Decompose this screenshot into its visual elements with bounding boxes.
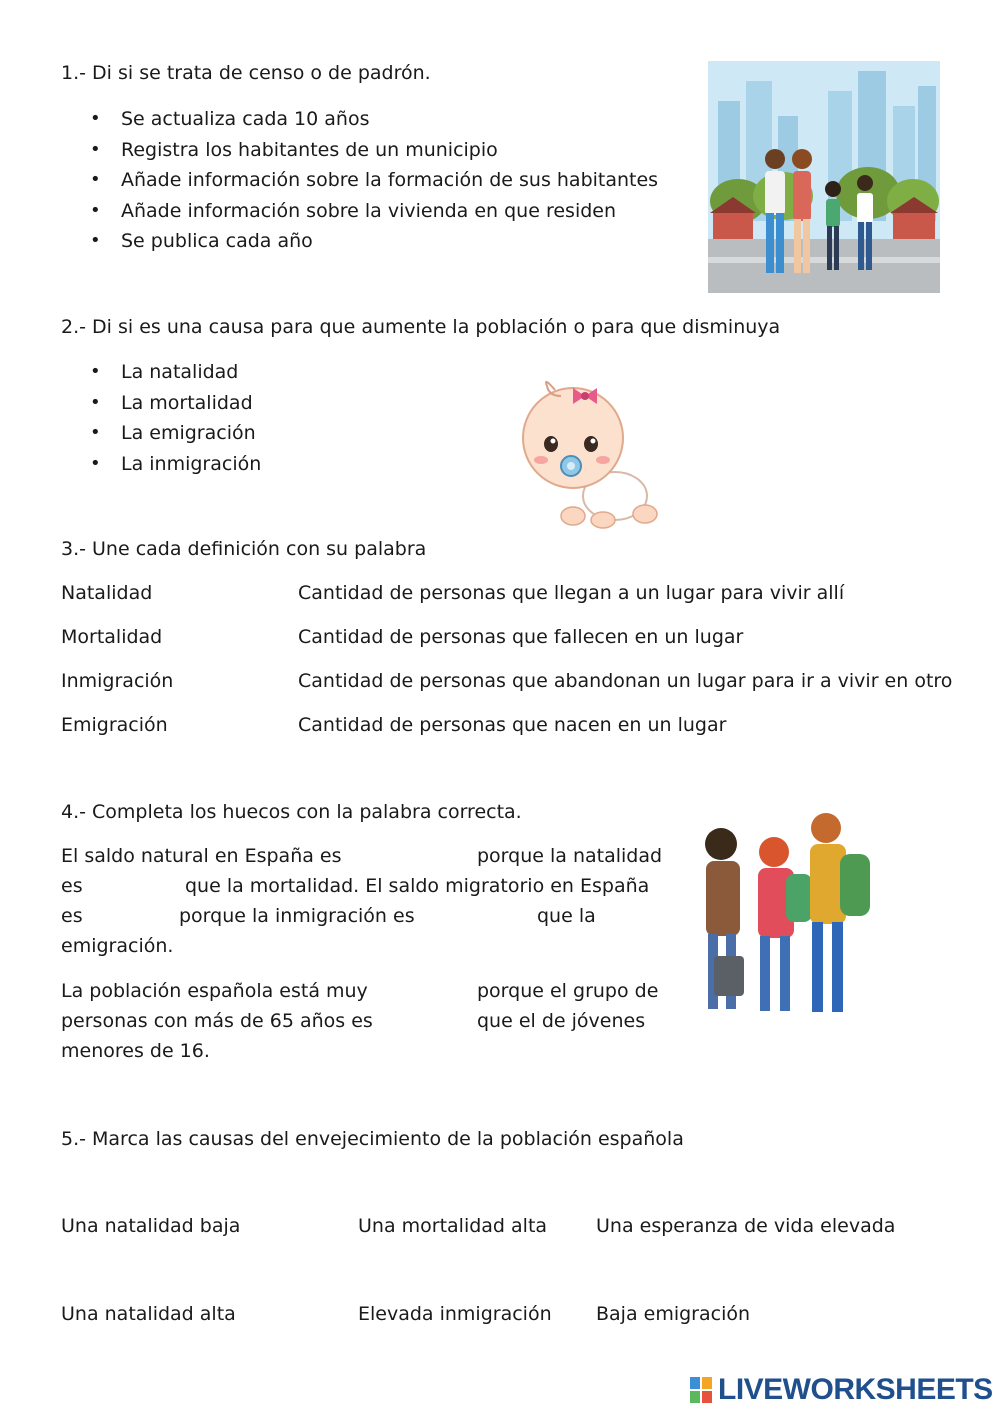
walking-travelers-illustration xyxy=(686,806,880,1030)
q5-option[interactable]: Una esperanza de vida elevada xyxy=(596,1215,896,1237)
list-item: • Se actualiza cada 10 años xyxy=(0,104,658,135)
q5-option[interactable]: Elevada inmigración xyxy=(358,1303,552,1325)
list-item: • La mortalidad xyxy=(0,388,261,419)
q5-option[interactable]: Una mortalidad alta xyxy=(358,1215,548,1237)
q2-list xyxy=(0,357,261,479)
liveworksheets-logo-icon xyxy=(690,1377,712,1403)
blank-input[interactable] xyxy=(88,872,180,898)
list-item: • La inmigración xyxy=(0,449,261,480)
list-item: • Registra los habitantes de un municipio xyxy=(0,135,658,166)
q4-p1-text: es xyxy=(61,875,83,897)
baby-crawling-illustration xyxy=(515,368,660,530)
liveworksheets-logo[interactable] xyxy=(690,1370,993,1410)
logo-text: LIVEWORKSHEETS xyxy=(718,1373,993,1406)
q3-word[interactable]: Emigración xyxy=(61,714,168,736)
q4-p2-text: porque el grupo de xyxy=(477,980,659,1002)
q5-title: 5.- Marca las causas del envejecimiento de la población española xyxy=(61,1128,684,1150)
q4-title: 4.- Completa los huecos con la palabra correcta. xyxy=(61,801,522,823)
q4-p1-text: es xyxy=(61,905,83,927)
blank-input[interactable] xyxy=(362,1007,470,1033)
blank-input[interactable] xyxy=(88,902,174,928)
q4-p1-text: que la xyxy=(537,905,596,927)
q1-list xyxy=(0,104,658,257)
q3-title: 3.- Une cada definición con su palabra xyxy=(61,538,427,560)
q3-word[interactable]: Mortalidad xyxy=(61,626,163,648)
q4-p2-text: La población española está muy xyxy=(61,980,368,1002)
q5-option[interactable]: Una natalidad baja xyxy=(61,1215,241,1237)
blank-input[interactable] xyxy=(408,902,530,928)
q4-p1-text: El saldo natural en España es xyxy=(61,845,342,867)
family-city-illustration xyxy=(708,61,940,293)
blank-input[interactable] xyxy=(334,842,470,868)
list-item: • Añade información sobre la vivienda en que residen xyxy=(0,196,658,227)
q4-p1-text: emigración. xyxy=(61,935,174,957)
q3-definition[interactable]: Cantidad de personas que nacen en un lugar xyxy=(298,714,727,736)
q4-p1-text: porque la natalidad xyxy=(477,845,663,867)
q3-word[interactable]: Inmigración xyxy=(61,670,174,692)
q3-definition[interactable]: Cantidad de personas que abandonan un lugar para ir a vivir en otro xyxy=(298,670,953,692)
list-item: • La emigración xyxy=(0,418,261,449)
blank-input[interactable] xyxy=(354,977,470,1003)
q3-definition[interactable]: Cantidad de personas que llegan a un lugar para vivir allí xyxy=(298,582,845,604)
list-item: • Se publica cada año xyxy=(0,226,658,257)
q4-p1-text: que la mortalidad. El saldo migratorio en España xyxy=(185,875,650,897)
list-item: • La natalidad xyxy=(0,357,261,388)
q4-p2-text: personas con más de 65 años es xyxy=(61,1010,373,1032)
q1-title: 1.- Di si se trata de censo o de padrón. xyxy=(61,62,431,84)
q4-p2-text: menores de 16. xyxy=(61,1040,210,1062)
q5-option[interactable]: Baja emigración xyxy=(596,1303,751,1325)
list-item: • Añade información sobre la formación de sus habitantes xyxy=(0,165,658,196)
q5-option[interactable]: Una natalidad alta xyxy=(61,1303,236,1325)
q4-p2-text: que el de jóvenes xyxy=(477,1010,646,1032)
q2-title: 2.- Di si es una causa para que aumente la población o para que disminuya xyxy=(61,316,781,338)
q4-p1-text: porque la inmigración es xyxy=(179,905,415,927)
q3-definition[interactable]: Cantidad de personas que fallecen en un lugar xyxy=(298,626,744,648)
q3-word[interactable]: Natalidad xyxy=(61,582,153,604)
